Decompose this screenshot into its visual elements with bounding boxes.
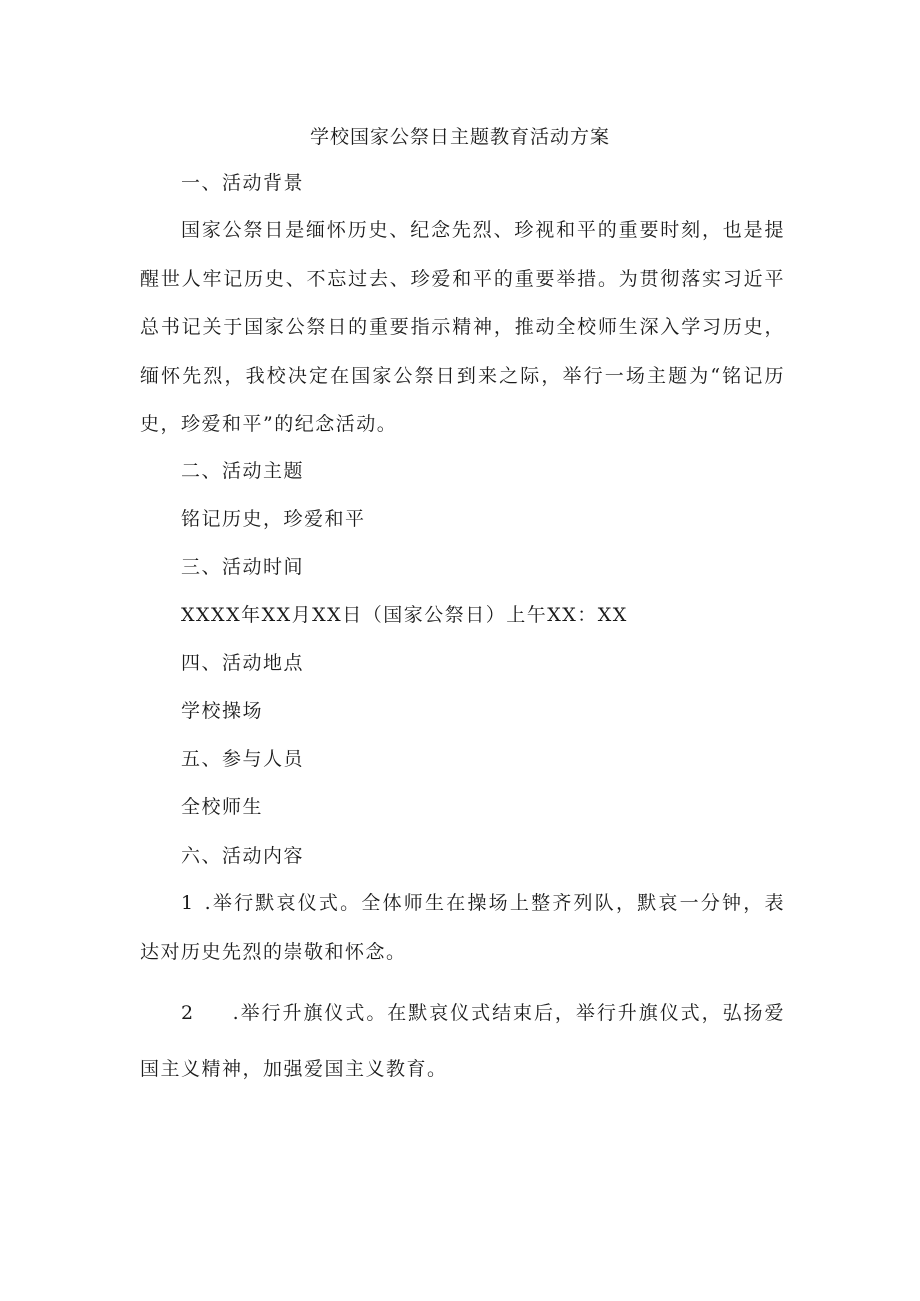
section-heading-location: 四、活动地点: [181, 652, 305, 674]
content-item-2-number: 2: [181, 1002, 195, 1024]
section-heading-background: 一、活动背景: [181, 172, 305, 194]
section-heading-time: 三、活动时间: [181, 556, 305, 578]
section-heading-theme: 二、活动主题: [181, 460, 305, 482]
section-body-background: 国家公祭日是缅怀历史、纪念先烈、珍视和平的重要时刻，也是提醒世人牢记历史、不忘过去、珍爱和平的重要举措。为贯彻落实习近平总书记关于国家公祭日的重要指示精神，推动全校师生深入学习历史，缅怀先烈，我校决定在国家公祭日到来之际，举行一场主题为“铭记历史，珍爱和平”的纪念活动。: [140, 219, 785, 435]
document-title: 学校国家公祭日主题教育活动方案: [309, 126, 610, 148]
content-item-1-text: .举行默哀仪式。全体师生在操场上整齐列队，默哀一分钟，表达对历史先烈的崇敬和怀念。: [140, 892, 785, 963]
content-item-1: [140, 879, 785, 976]
section-body-time: XXXX年XX月XX日（国家公祭日）上午XX：XX: [181, 604, 628, 626]
content-item-1-number: 1: [181, 892, 195, 914]
section-heading-content: 六、活动内容: [181, 845, 305, 867]
section-heading-participants: 五、参与人员: [181, 748, 305, 770]
content-item-2-text: .举行升旗仪式。在默哀仪式结束后，举行升旗仪式，弘扬爱国主义精神，加强爱国主义教育。: [140, 1002, 785, 1080]
content-item-2: [140, 985, 785, 1097]
section-body-location: 学校操场: [181, 700, 264, 722]
section-body-participants: 全校师生: [181, 796, 264, 818]
section-body-theme: 铭记历史，珍爱和平: [181, 508, 366, 530]
